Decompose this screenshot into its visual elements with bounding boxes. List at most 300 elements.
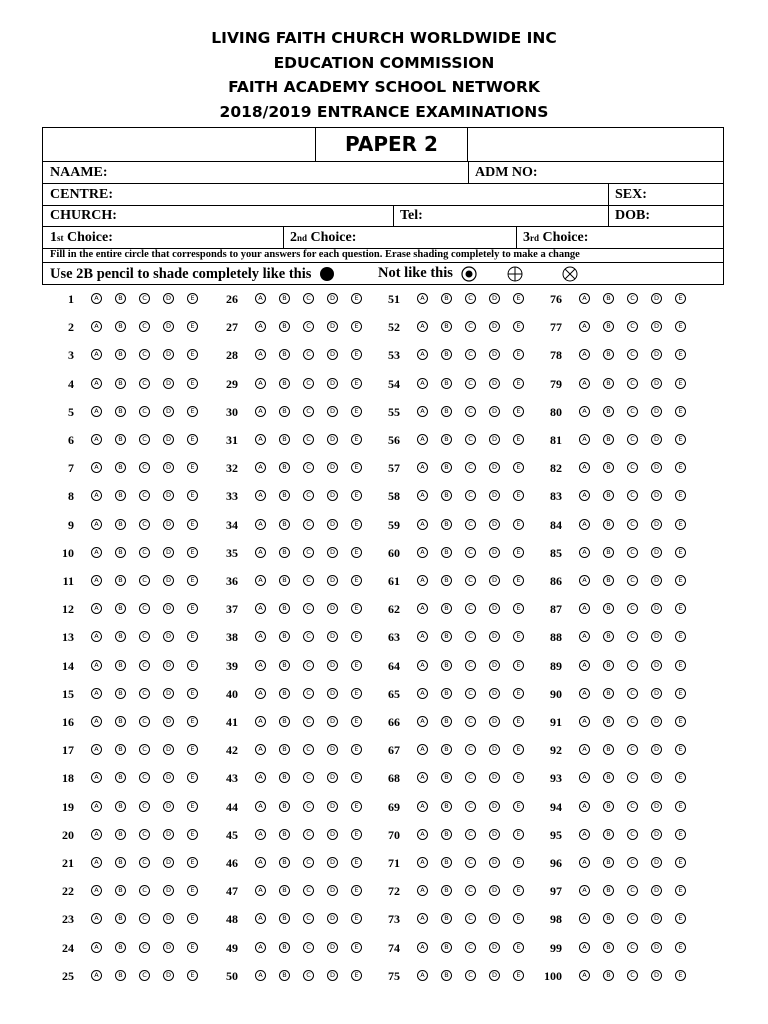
answer-bubble-d[interactable]: D xyxy=(651,970,662,981)
answer-bubble-c[interactable]: C xyxy=(465,913,476,924)
answer-bubble-c[interactable]: C xyxy=(303,603,314,614)
answer-bubble-b[interactable]: B xyxy=(603,547,614,558)
answer-bubble-e[interactable]: E xyxy=(675,942,686,953)
answer-bubble-b[interactable]: B xyxy=(441,603,452,614)
answer-bubble-a[interactable]: A xyxy=(91,378,102,389)
answer-bubble-e[interactable]: E xyxy=(351,293,362,304)
answer-bubble-b[interactable]: B xyxy=(603,716,614,727)
answer-bubble-d[interactable]: D xyxy=(489,490,500,501)
answer-bubble-a[interactable]: A xyxy=(417,660,428,671)
answer-bubble-b[interactable]: B xyxy=(603,406,614,417)
answer-bubble-d[interactable]: D xyxy=(327,772,338,783)
answer-bubble-b[interactable]: B xyxy=(441,829,452,840)
answer-bubble-d[interactable]: D xyxy=(489,772,500,783)
answer-bubble-b[interactable]: B xyxy=(115,631,126,642)
answer-bubble-e[interactable]: E xyxy=(187,716,198,727)
answer-bubble-a[interactable]: A xyxy=(579,575,590,586)
answer-bubble-c[interactable]: C xyxy=(303,829,314,840)
answer-bubble-a[interactable]: A xyxy=(91,688,102,699)
answer-bubble-d[interactable]: D xyxy=(327,744,338,755)
answer-bubble-a[interactable]: A xyxy=(579,293,590,304)
answer-bubble-a[interactable]: A xyxy=(91,462,102,473)
answer-bubble-e[interactable]: E xyxy=(351,744,362,755)
answer-bubble-c[interactable]: C xyxy=(465,716,476,727)
answer-bubble-c[interactable]: C xyxy=(139,293,150,304)
answer-bubble-d[interactable]: D xyxy=(327,321,338,332)
answer-bubble-a[interactable]: A xyxy=(579,913,590,924)
answer-bubble-b[interactable]: B xyxy=(115,942,126,953)
answer-bubble-a[interactable]: A xyxy=(91,490,102,501)
answer-bubble-a[interactable]: A xyxy=(255,913,266,924)
answer-bubble-b[interactable]: B xyxy=(441,321,452,332)
answer-bubble-a[interactable]: A xyxy=(579,378,590,389)
answer-bubble-e[interactable]: E xyxy=(187,942,198,953)
answer-bubble-e[interactable]: E xyxy=(351,575,362,586)
answer-bubble-c[interactable]: C xyxy=(139,575,150,586)
answer-bubble-a[interactable]: A xyxy=(417,801,428,812)
answer-bubble-b[interactable]: B xyxy=(279,660,290,671)
answer-bubble-d[interactable]: D xyxy=(489,857,500,868)
answer-bubble-a[interactable]: A xyxy=(255,293,266,304)
answer-bubble-e[interactable]: E xyxy=(675,378,686,389)
answer-bubble-d[interactable]: D xyxy=(163,801,174,812)
answer-bubble-e[interactable]: E xyxy=(513,913,524,924)
answer-bubble-a[interactable]: A xyxy=(255,716,266,727)
answer-bubble-b[interactable]: B xyxy=(279,519,290,530)
answer-bubble-b[interactable]: B xyxy=(441,688,452,699)
answer-bubble-b[interactable]: B xyxy=(279,942,290,953)
answer-bubble-e[interactable]: E xyxy=(351,857,362,868)
answer-bubble-d[interactable]: D xyxy=(651,378,662,389)
answer-bubble-c[interactable]: C xyxy=(627,406,638,417)
answer-bubble-b[interactable]: B xyxy=(115,885,126,896)
answer-bubble-c[interactable]: C xyxy=(627,744,638,755)
answer-bubble-d[interactable]: D xyxy=(651,519,662,530)
answer-bubble-d[interactable]: D xyxy=(327,434,338,445)
answer-bubble-a[interactable]: A xyxy=(91,519,102,530)
answer-bubble-d[interactable]: D xyxy=(651,434,662,445)
answer-bubble-b[interactable]: B xyxy=(441,490,452,501)
answer-bubble-d[interactable]: D xyxy=(163,462,174,473)
answer-bubble-a[interactable]: A xyxy=(417,462,428,473)
answer-bubble-a[interactable]: A xyxy=(255,575,266,586)
answer-bubble-c[interactable]: C xyxy=(627,349,638,360)
answer-bubble-b[interactable]: B xyxy=(115,660,126,671)
answer-bubble-e[interactable]: E xyxy=(187,970,198,981)
answer-bubble-d[interactable]: D xyxy=(651,293,662,304)
answer-bubble-c[interactable]: C xyxy=(303,406,314,417)
answer-bubble-a[interactable]: A xyxy=(417,378,428,389)
answer-bubble-b[interactable]: B xyxy=(115,575,126,586)
answer-bubble-e[interactable]: E xyxy=(351,349,362,360)
answer-bubble-d[interactable]: D xyxy=(651,829,662,840)
answer-bubble-c[interactable]: C xyxy=(139,378,150,389)
answer-bubble-b[interactable]: B xyxy=(279,631,290,642)
answer-bubble-d[interactable]: D xyxy=(489,434,500,445)
answer-bubble-a[interactable]: A xyxy=(417,942,428,953)
answer-bubble-d[interactable]: D xyxy=(163,942,174,953)
answer-bubble-d[interactable]: D xyxy=(651,885,662,896)
answer-bubble-d[interactable]: D xyxy=(651,660,662,671)
answer-bubble-d[interactable]: D xyxy=(489,378,500,389)
answer-bubble-e[interactable]: E xyxy=(187,406,198,417)
answer-bubble-c[interactable]: C xyxy=(627,970,638,981)
answer-bubble-e[interactable]: E xyxy=(513,490,524,501)
answer-bubble-b[interactable]: B xyxy=(279,801,290,812)
answer-bubble-d[interactable]: D xyxy=(489,547,500,558)
answer-bubble-a[interactable]: A xyxy=(579,406,590,417)
answer-bubble-b[interactable]: B xyxy=(279,716,290,727)
answer-bubble-d[interactable]: D xyxy=(489,716,500,727)
answer-bubble-e[interactable]: E xyxy=(675,744,686,755)
answer-bubble-c[interactable]: C xyxy=(465,293,476,304)
answer-bubble-b[interactable]: B xyxy=(441,378,452,389)
answer-bubble-d[interactable]: D xyxy=(163,829,174,840)
answer-bubble-a[interactable]: A xyxy=(579,716,590,727)
answer-bubble-e[interactable]: E xyxy=(351,660,362,671)
answer-bubble-b[interactable]: B xyxy=(115,801,126,812)
answer-bubble-a[interactable]: A xyxy=(255,688,266,699)
answer-bubble-c[interactable]: C xyxy=(465,772,476,783)
answer-bubble-e[interactable]: E xyxy=(513,885,524,896)
answer-bubble-c[interactable]: C xyxy=(627,378,638,389)
answer-bubble-a[interactable]: A xyxy=(255,547,266,558)
answer-bubble-b[interactable]: B xyxy=(279,744,290,755)
answer-bubble-b[interactable]: B xyxy=(603,519,614,530)
answer-bubble-b[interactable]: B xyxy=(603,631,614,642)
answer-bubble-c[interactable]: C xyxy=(303,716,314,727)
answer-bubble-e[interactable]: E xyxy=(675,660,686,671)
answer-bubble-a[interactable]: A xyxy=(417,857,428,868)
answer-bubble-a[interactable]: A xyxy=(579,519,590,530)
answer-bubble-c[interactable]: C xyxy=(303,519,314,530)
answer-bubble-a[interactable]: A xyxy=(91,547,102,558)
answer-bubble-b[interactable]: B xyxy=(603,942,614,953)
answer-bubble-a[interactable]: A xyxy=(417,885,428,896)
answer-bubble-e[interactable]: E xyxy=(513,970,524,981)
answer-bubble-e[interactable]: E xyxy=(351,772,362,783)
answer-bubble-b[interactable]: B xyxy=(441,970,452,981)
answer-bubble-a[interactable]: A xyxy=(417,575,428,586)
answer-bubble-a[interactable]: A xyxy=(255,349,266,360)
answer-bubble-a[interactable]: A xyxy=(91,772,102,783)
answer-bubble-a[interactable]: A xyxy=(579,829,590,840)
answer-bubble-e[interactable]: E xyxy=(351,462,362,473)
answer-bubble-b[interactable]: B xyxy=(115,857,126,868)
answer-bubble-b[interactable]: B xyxy=(603,688,614,699)
answer-bubble-e[interactable]: E xyxy=(351,885,362,896)
answer-bubble-c[interactable]: C xyxy=(627,321,638,332)
answer-bubble-d[interactable]: D xyxy=(327,801,338,812)
answer-bubble-a[interactable]: A xyxy=(91,744,102,755)
answer-bubble-c[interactable]: C xyxy=(139,406,150,417)
answer-bubble-c[interactable]: C xyxy=(139,631,150,642)
answer-bubble-c[interactable]: C xyxy=(465,575,476,586)
answer-bubble-d[interactable]: D xyxy=(163,293,174,304)
answer-bubble-d[interactable]: D xyxy=(327,547,338,558)
answer-bubble-a[interactable]: A xyxy=(579,349,590,360)
answer-bubble-d[interactable]: D xyxy=(651,547,662,558)
answer-bubble-c[interactable]: C xyxy=(139,913,150,924)
answer-bubble-e[interactable]: E xyxy=(351,490,362,501)
answer-bubble-b[interactable]: B xyxy=(279,688,290,699)
answer-bubble-a[interactable]: A xyxy=(417,547,428,558)
answer-bubble-a[interactable]: A xyxy=(255,406,266,417)
answer-bubble-b[interactable]: B xyxy=(115,772,126,783)
answer-bubble-c[interactable]: C xyxy=(627,885,638,896)
answer-bubble-c[interactable]: C xyxy=(139,660,150,671)
answer-bubble-a[interactable]: A xyxy=(579,660,590,671)
answer-bubble-b[interactable]: B xyxy=(115,688,126,699)
answer-bubble-d[interactable]: D xyxy=(651,406,662,417)
answer-bubble-e[interactable]: E xyxy=(187,603,198,614)
answer-bubble-a[interactable]: A xyxy=(91,913,102,924)
answer-bubble-c[interactable]: C xyxy=(627,490,638,501)
answer-bubble-d[interactable]: D xyxy=(163,349,174,360)
answer-bubble-c[interactable]: C xyxy=(465,970,476,981)
answer-bubble-a[interactable]: A xyxy=(579,631,590,642)
answer-bubble-a[interactable]: A xyxy=(579,434,590,445)
answer-bubble-e[interactable]: E xyxy=(675,603,686,614)
answer-bubble-d[interactable]: D xyxy=(163,603,174,614)
answer-bubble-e[interactable]: E xyxy=(351,970,362,981)
answer-bubble-a[interactable]: A xyxy=(417,603,428,614)
answer-bubble-d[interactable]: D xyxy=(651,631,662,642)
answer-bubble-b[interactable]: B xyxy=(115,970,126,981)
answer-bubble-e[interactable]: E xyxy=(675,321,686,332)
answer-bubble-e[interactable]: E xyxy=(675,349,686,360)
answer-bubble-e[interactable]: E xyxy=(351,406,362,417)
answer-bubble-c[interactable]: C xyxy=(465,744,476,755)
answer-bubble-e[interactable]: E xyxy=(675,688,686,699)
answer-bubble-b[interactable]: B xyxy=(441,547,452,558)
answer-bubble-d[interactable]: D xyxy=(327,942,338,953)
answer-bubble-b[interactable]: B xyxy=(441,406,452,417)
answer-bubble-c[interactable]: C xyxy=(627,434,638,445)
answer-bubble-e[interactable]: E xyxy=(675,716,686,727)
answer-bubble-d[interactable]: D xyxy=(489,406,500,417)
answer-bubble-c[interactable]: C xyxy=(303,378,314,389)
answer-bubble-e[interactable]: E xyxy=(351,519,362,530)
answer-bubble-e[interactable]: E xyxy=(187,519,198,530)
answer-bubble-c[interactable]: C xyxy=(303,462,314,473)
answer-bubble-d[interactable]: D xyxy=(489,942,500,953)
answer-bubble-b[interactable]: B xyxy=(115,462,126,473)
answer-bubble-b[interactable]: B xyxy=(279,603,290,614)
answer-bubble-d[interactable]: D xyxy=(651,913,662,924)
answer-bubble-d[interactable]: D xyxy=(163,547,174,558)
answer-bubble-d[interactable]: D xyxy=(163,575,174,586)
answer-bubble-e[interactable]: E xyxy=(187,801,198,812)
answer-bubble-c[interactable]: C xyxy=(627,660,638,671)
answer-bubble-e[interactable]: E xyxy=(187,829,198,840)
answer-bubble-b[interactable]: B xyxy=(603,660,614,671)
answer-bubble-c[interactable]: C xyxy=(139,547,150,558)
answer-bubble-e[interactable]: E xyxy=(675,434,686,445)
answer-bubble-b[interactable]: B xyxy=(441,913,452,924)
answer-bubble-c[interactable]: C xyxy=(627,857,638,868)
answer-bubble-a[interactable]: A xyxy=(255,801,266,812)
answer-bubble-a[interactable]: A xyxy=(255,490,266,501)
answer-bubble-b[interactable]: B xyxy=(603,321,614,332)
answer-bubble-d[interactable]: D xyxy=(163,772,174,783)
answer-bubble-c[interactable]: C xyxy=(465,434,476,445)
answer-bubble-d[interactable]: D xyxy=(163,885,174,896)
answer-bubble-b[interactable]: B xyxy=(115,378,126,389)
answer-bubble-c[interactable]: C xyxy=(465,378,476,389)
answer-bubble-e[interactable]: E xyxy=(513,462,524,473)
answer-bubble-e[interactable]: E xyxy=(513,716,524,727)
answer-bubble-d[interactable]: D xyxy=(651,603,662,614)
answer-bubble-e[interactable]: E xyxy=(351,547,362,558)
answer-bubble-c[interactable]: C xyxy=(303,575,314,586)
answer-bubble-e[interactable]: E xyxy=(513,603,524,614)
answer-bubble-c[interactable]: C xyxy=(139,744,150,755)
answer-bubble-c[interactable]: C xyxy=(303,772,314,783)
answer-bubble-c[interactable]: C xyxy=(303,547,314,558)
answer-bubble-b[interactable]: B xyxy=(279,462,290,473)
answer-bubble-e[interactable]: E xyxy=(513,829,524,840)
answer-bubble-e[interactable]: E xyxy=(187,321,198,332)
answer-bubble-d[interactable]: D xyxy=(327,631,338,642)
answer-bubble-b[interactable]: B xyxy=(603,434,614,445)
answer-bubble-a[interactable]: A xyxy=(255,857,266,868)
answer-bubble-e[interactable]: E xyxy=(675,406,686,417)
answer-bubble-a[interactable]: A xyxy=(579,801,590,812)
answer-bubble-e[interactable]: E xyxy=(513,660,524,671)
answer-bubble-b[interactable]: B xyxy=(441,434,452,445)
answer-bubble-a[interactable]: A xyxy=(91,349,102,360)
answer-bubble-b[interactable]: B xyxy=(603,913,614,924)
answer-bubble-a[interactable]: A xyxy=(255,772,266,783)
answer-bubble-d[interactable]: D xyxy=(489,519,500,530)
answer-bubble-d[interactable]: D xyxy=(489,575,500,586)
answer-bubble-a[interactable]: A xyxy=(255,970,266,981)
answer-bubble-d[interactable]: D xyxy=(163,913,174,924)
answer-bubble-b[interactable]: B xyxy=(441,462,452,473)
answer-bubble-b[interactable]: B xyxy=(115,406,126,417)
answer-bubble-e[interactable]: E xyxy=(675,913,686,924)
answer-bubble-d[interactable]: D xyxy=(489,913,500,924)
answer-bubble-d[interactable]: D xyxy=(327,913,338,924)
answer-bubble-e[interactable]: E xyxy=(187,631,198,642)
answer-bubble-d[interactable]: D xyxy=(327,970,338,981)
answer-bubble-d[interactable]: D xyxy=(651,716,662,727)
answer-bubble-a[interactable]: A xyxy=(255,462,266,473)
answer-bubble-d[interactable]: D xyxy=(489,321,500,332)
answer-bubble-d[interactable]: D xyxy=(327,688,338,699)
answer-bubble-e[interactable]: E xyxy=(351,631,362,642)
answer-bubble-b[interactable]: B xyxy=(115,547,126,558)
answer-bubble-b[interactable]: B xyxy=(115,519,126,530)
answer-bubble-c[interactable]: C xyxy=(303,913,314,924)
answer-bubble-d[interactable]: D xyxy=(327,293,338,304)
answer-bubble-d[interactable]: D xyxy=(163,688,174,699)
answer-bubble-a[interactable]: A xyxy=(255,942,266,953)
answer-bubble-a[interactable]: A xyxy=(417,970,428,981)
answer-bubble-c[interactable]: C xyxy=(627,716,638,727)
answer-bubble-b[interactable]: B xyxy=(279,406,290,417)
answer-bubble-c[interactable]: C xyxy=(303,857,314,868)
answer-bubble-d[interactable]: D xyxy=(327,519,338,530)
answer-bubble-d[interactable]: D xyxy=(163,970,174,981)
answer-bubble-e[interactable]: E xyxy=(351,829,362,840)
answer-bubble-b[interactable]: B xyxy=(603,970,614,981)
answer-bubble-b[interactable]: B xyxy=(115,716,126,727)
answer-bubble-d[interactable]: D xyxy=(327,885,338,896)
answer-bubble-c[interactable]: C xyxy=(139,716,150,727)
answer-bubble-a[interactable]: A xyxy=(91,406,102,417)
answer-bubble-a[interactable]: A xyxy=(255,321,266,332)
answer-bubble-c[interactable]: C xyxy=(465,885,476,896)
answer-bubble-e[interactable]: E xyxy=(513,744,524,755)
answer-bubble-e[interactable]: E xyxy=(187,857,198,868)
answer-bubble-a[interactable]: A xyxy=(579,744,590,755)
answer-bubble-d[interactable]: D xyxy=(651,490,662,501)
answer-bubble-d[interactable]: D xyxy=(651,744,662,755)
answer-bubble-b[interactable]: B xyxy=(441,575,452,586)
answer-bubble-d[interactable]: D xyxy=(327,660,338,671)
answer-bubble-b[interactable]: B xyxy=(115,913,126,924)
answer-bubble-b[interactable]: B xyxy=(441,801,452,812)
answer-bubble-c[interactable]: C xyxy=(303,490,314,501)
answer-bubble-d[interactable]: D xyxy=(327,603,338,614)
answer-bubble-c[interactable]: C xyxy=(303,293,314,304)
answer-bubble-b[interactable]: B xyxy=(279,547,290,558)
answer-bubble-c[interactable]: C xyxy=(627,913,638,924)
answer-bubble-b[interactable]: B xyxy=(441,293,452,304)
answer-bubble-e[interactable]: E xyxy=(351,913,362,924)
answer-bubble-a[interactable]: A xyxy=(91,631,102,642)
answer-bubble-c[interactable]: C xyxy=(627,462,638,473)
answer-bubble-a[interactable]: A xyxy=(417,829,428,840)
answer-bubble-b[interactable]: B xyxy=(603,829,614,840)
answer-bubble-d[interactable]: D xyxy=(163,716,174,727)
answer-bubble-b[interactable]: B xyxy=(441,519,452,530)
answer-bubble-a[interactable]: A xyxy=(417,490,428,501)
answer-bubble-e[interactable]: E xyxy=(675,857,686,868)
answer-bubble-b[interactable]: B xyxy=(441,631,452,642)
answer-bubble-b[interactable]: B xyxy=(603,349,614,360)
answer-bubble-e[interactable]: E xyxy=(187,913,198,924)
answer-bubble-b[interactable]: B xyxy=(279,829,290,840)
answer-bubble-d[interactable]: D xyxy=(327,490,338,501)
answer-bubble-c[interactable]: C xyxy=(627,829,638,840)
answer-bubble-d[interactable]: D xyxy=(651,857,662,868)
answer-bubble-e[interactable]: E xyxy=(513,378,524,389)
answer-bubble-a[interactable]: A xyxy=(91,857,102,868)
answer-bubble-d[interactable]: D xyxy=(489,631,500,642)
answer-bubble-a[interactable]: A xyxy=(91,660,102,671)
answer-bubble-e[interactable]: E xyxy=(513,547,524,558)
answer-bubble-a[interactable]: A xyxy=(91,970,102,981)
answer-bubble-d[interactable]: D xyxy=(651,349,662,360)
answer-bubble-a[interactable]: A xyxy=(91,942,102,953)
answer-bubble-e[interactable]: E xyxy=(675,885,686,896)
answer-bubble-d[interactable]: D xyxy=(489,293,500,304)
answer-bubble-b[interactable]: B xyxy=(603,857,614,868)
answer-bubble-e[interactable]: E xyxy=(187,378,198,389)
answer-bubble-e[interactable]: E xyxy=(513,434,524,445)
answer-bubble-a[interactable]: A xyxy=(255,631,266,642)
answer-bubble-d[interactable]: D xyxy=(489,660,500,671)
answer-bubble-c[interactable]: C xyxy=(303,660,314,671)
answer-bubble-b[interactable]: B xyxy=(603,744,614,755)
answer-bubble-e[interactable]: E xyxy=(187,462,198,473)
answer-bubble-e[interactable]: E xyxy=(675,575,686,586)
answer-bubble-e[interactable]: E xyxy=(187,688,198,699)
answer-bubble-a[interactable]: A xyxy=(255,660,266,671)
